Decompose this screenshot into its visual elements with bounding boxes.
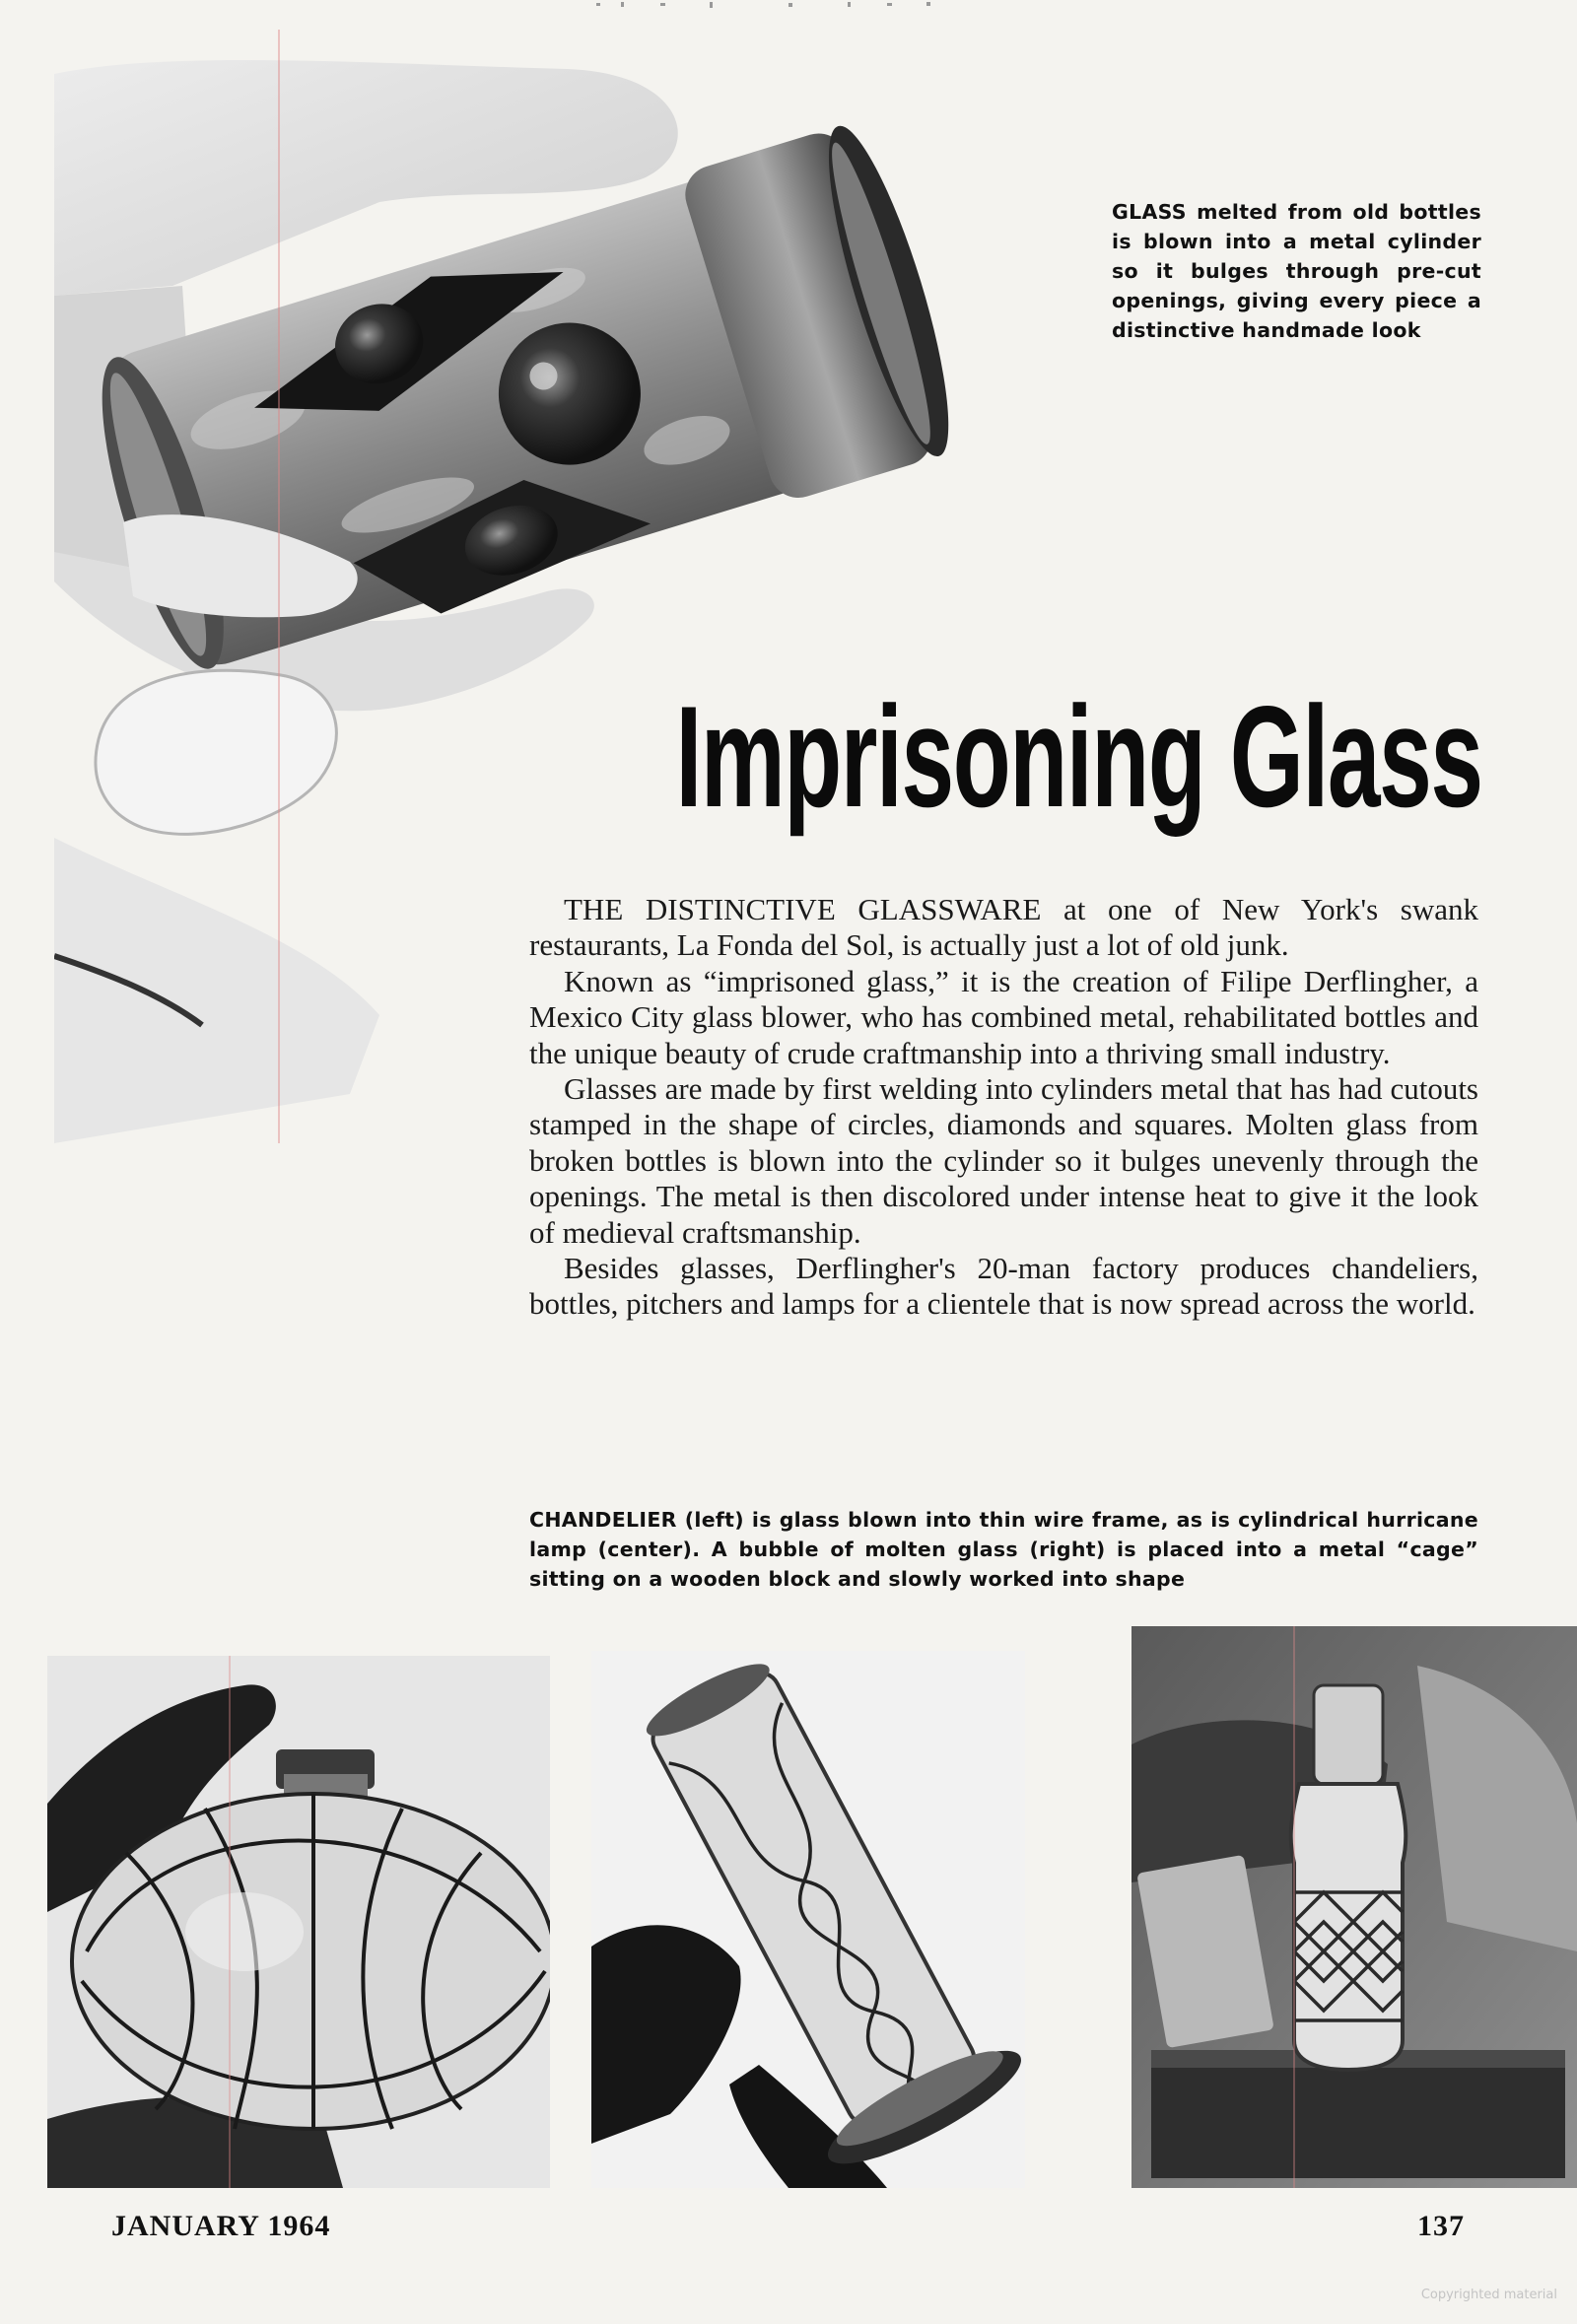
issue-date: JANUARY 1964 bbox=[111, 2210, 331, 2242]
photo-hurricane-lamp bbox=[591, 1651, 1025, 2188]
photo-glass-in-metal-cage bbox=[1131, 1626, 1577, 2188]
photo-strip-caption-lead: CHANDELIER bbox=[529, 1508, 677, 1532]
article-paragraph: Glasses are made by first welding into cylinders metal that has had cutouts stamped in the shape of circles, diamonds and squares. Molten glass from broken bottles is blown into the cylinder so it bulges unevenly through the openings. The metal is then discolored under intense heat to give it the look of medieval craftsmanship. bbox=[529, 1071, 1478, 1250]
article-body bbox=[529, 892, 1478, 1323]
photo-strip-caption-text: (left) is glass blown into thin wire frame, as is cylindrical hurricane lamp (center). A bubble of molten glass (right) is placed into a metal “cage” sitting on a wooden block and slowly worked into shape bbox=[529, 1508, 1478, 1591]
hero-caption bbox=[1112, 197, 1481, 345]
photo-strip-caption bbox=[529, 1505, 1478, 1594]
photo-chandelier bbox=[47, 1656, 550, 2188]
page-number: 137 bbox=[1417, 2210, 1465, 2242]
top-edge-marks bbox=[591, 0, 966, 14]
hero-caption-text: melted from old bottles is blown into a metal cylinder so it bulges through pre-cut openings, giving every piece a distinctive handmade look bbox=[1112, 200, 1482, 342]
article-paragraph: THE DISTINCTIVE GLASSWARE at one of New York's swank restaurants, La Fonda del Sol, is actually just a lot of old junk. bbox=[529, 892, 1478, 963]
article-title: Imprisoning Glass bbox=[675, 676, 1482, 837]
hero-caption-lead: GLASS bbox=[1112, 200, 1187, 224]
article-paragraph: Besides glasses, Derflingher's 20-man factory produces chandeliers, bottles, pitchers and lamps for a clientele that is now spread across the world. bbox=[529, 1251, 1478, 1322]
copyright-watermark: Copyrighted material bbox=[1420, 2288, 1557, 2302]
article-paragraph: Known as “imprisoned glass,” it is the creation of Filipe Derflingher, a Mexico City glass blower, who has combined metal, rehabilitated bottles and the unique beauty of crude craftmanship into a thriving small industry. bbox=[529, 963, 1478, 1070]
